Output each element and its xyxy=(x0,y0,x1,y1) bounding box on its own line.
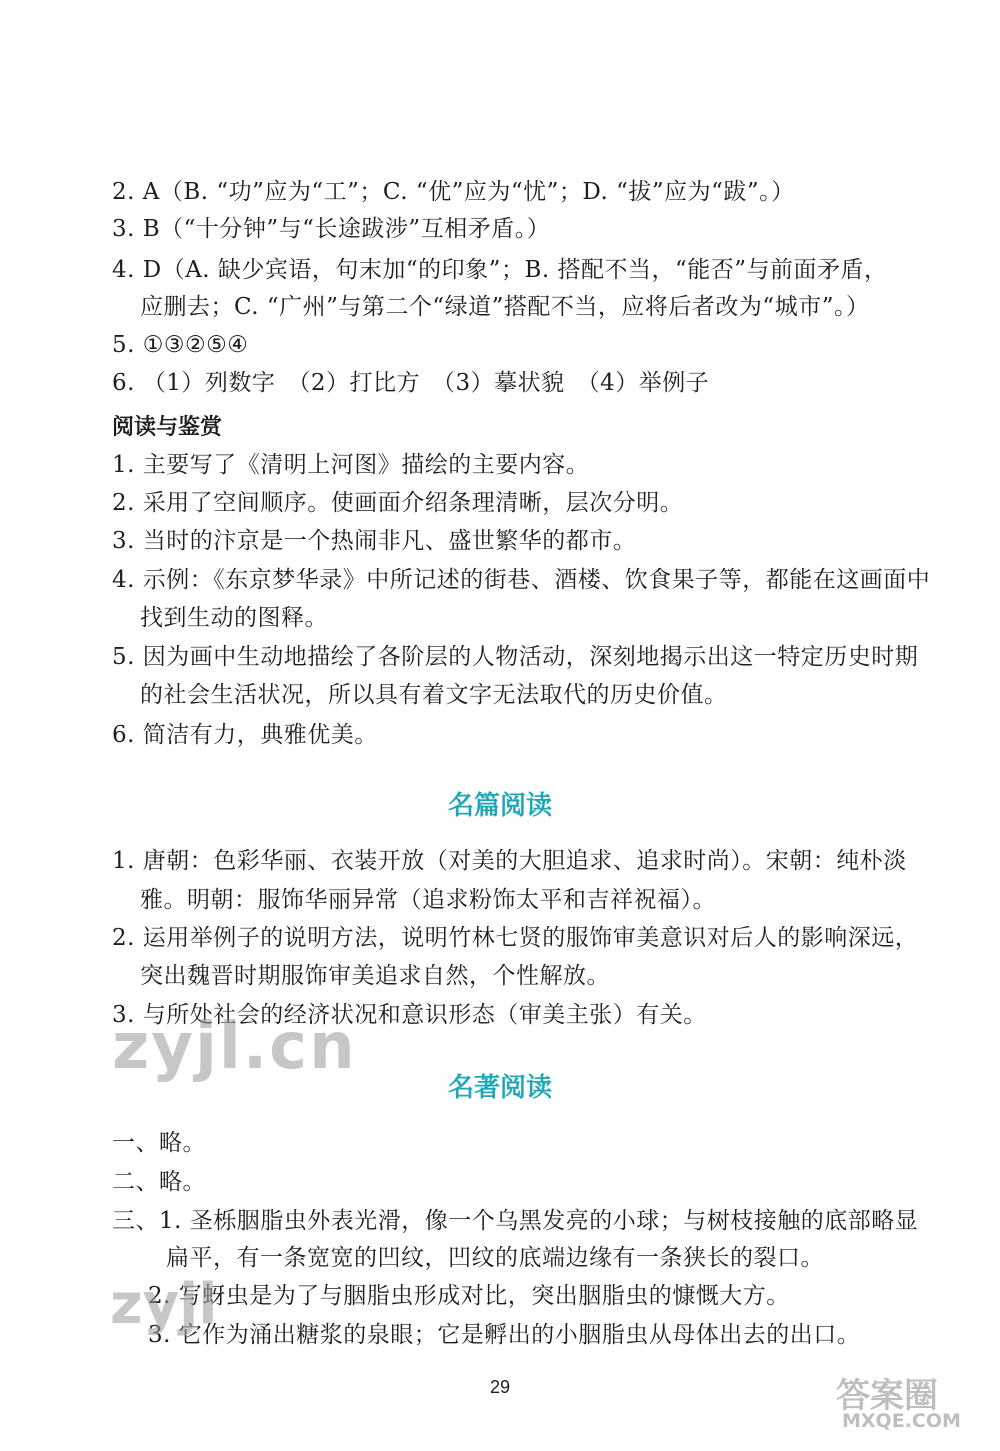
page-number: 29 xyxy=(489,1377,511,1397)
answer-line: 突出魏晋时期服饰审美追求自然，个性解放。 xyxy=(140,963,610,989)
answer-line: 4. 示例：《东京梦华录》中所记述的街巷、酒楼、饮食果子等，都能在这画面中 xyxy=(112,567,931,593)
answer-line: 6. （1）列数字 （2）打比方 （3）摹状貌 （4）举例子 xyxy=(112,370,710,396)
answer-line: 扁平，有一条宽宽的凹纹，凹纹的底端边缘有一条狭长的裂口。 xyxy=(166,1245,824,1271)
answer-line: 3. 当时的汴京是一个热闹非凡、盛世繁华的都市。 xyxy=(112,528,637,554)
answer-line: 的社会生活状况，所以具有着文字无法取代的历史价值。 xyxy=(140,682,728,708)
answer-line: 2. 运用举例子的说明方法，说明竹林七贤的服饰审美意识对后人的影响深远， xyxy=(112,925,919,951)
answer-line: 1. 唐朝：色彩华丽、衣装开放（对美的大胆追求、追求时尚）。宋朝：纯朴淡 xyxy=(112,848,907,874)
answer-line: 6. 简洁有力，典雅优美。 xyxy=(112,722,378,748)
answer-line: 2. 写蚜虫是为了与胭脂虫形成对比，突出胭脂虫的慷慨大方。 xyxy=(148,1283,790,1309)
section-heading: 阅读与鉴赏 xyxy=(112,415,223,440)
answer-line: 3. 与所处社会的经济状况和意识形态（审美主张）有关。 xyxy=(112,1002,707,1028)
section-title: 名著阅读 xyxy=(447,1073,552,1103)
answer-line: 3. B（“十分钟”与“长途跋涉”互相矛盾。） xyxy=(112,216,551,242)
answer-line: 4. D（A. 缺少宾语，句末加“的印象”；B. 搭配不当，“能否”与前面矛盾， xyxy=(112,257,888,283)
watermark-text: zyjl.cn xyxy=(112,1010,357,1084)
answer-line: 一、略。 xyxy=(112,1130,206,1156)
answer-line: 二、略。 xyxy=(112,1169,206,1195)
answer-line: 找到生动的图释。 xyxy=(140,605,328,631)
section-title: 名篇阅读 xyxy=(447,791,552,821)
watermark-text: zyjl xyxy=(110,1272,218,1337)
answer-line: 5. 因为画中生动地描绘了各阶层的人物活动，深刻地揭示出这一特定历史时期 xyxy=(112,644,919,670)
answer-line: 1. 主要写了《清明上河图》描绘的主要内容。 xyxy=(112,452,590,478)
answer-line: 三、1. 圣栎胭脂虫外表光滑，像一个乌黑发亮的小球；与树枝接触的底部略显 xyxy=(112,1208,919,1234)
answer-line: 雅。明朝：服饰华丽异常（追求粉饰太平和吉祥祝福）。 xyxy=(140,887,716,913)
answer-line: 2. A（B. “功”应为“工”；C. “优”应为“忧”；D. “拔”应为“跋”。） xyxy=(112,179,795,205)
answer-line: 5. ①③②⑤④ xyxy=(112,332,249,358)
answer-line: 3. 它作为涌出糖浆的泉眼；它是孵出的小胭脂虫从母体出去的出口。 xyxy=(148,1322,861,1348)
answer-line: 2. 采用了空间顺序。使画面介绍条理清晰，层次分明。 xyxy=(112,490,684,516)
watermark-logo: MXQE.COM xyxy=(842,1410,961,1432)
watermark-logo: 答案圈 xyxy=(836,1376,938,1416)
answer-line: 应删去；C. “广州”与第二个“绿道”搭配不当，应将后者改为“城市”。） xyxy=(140,294,870,320)
